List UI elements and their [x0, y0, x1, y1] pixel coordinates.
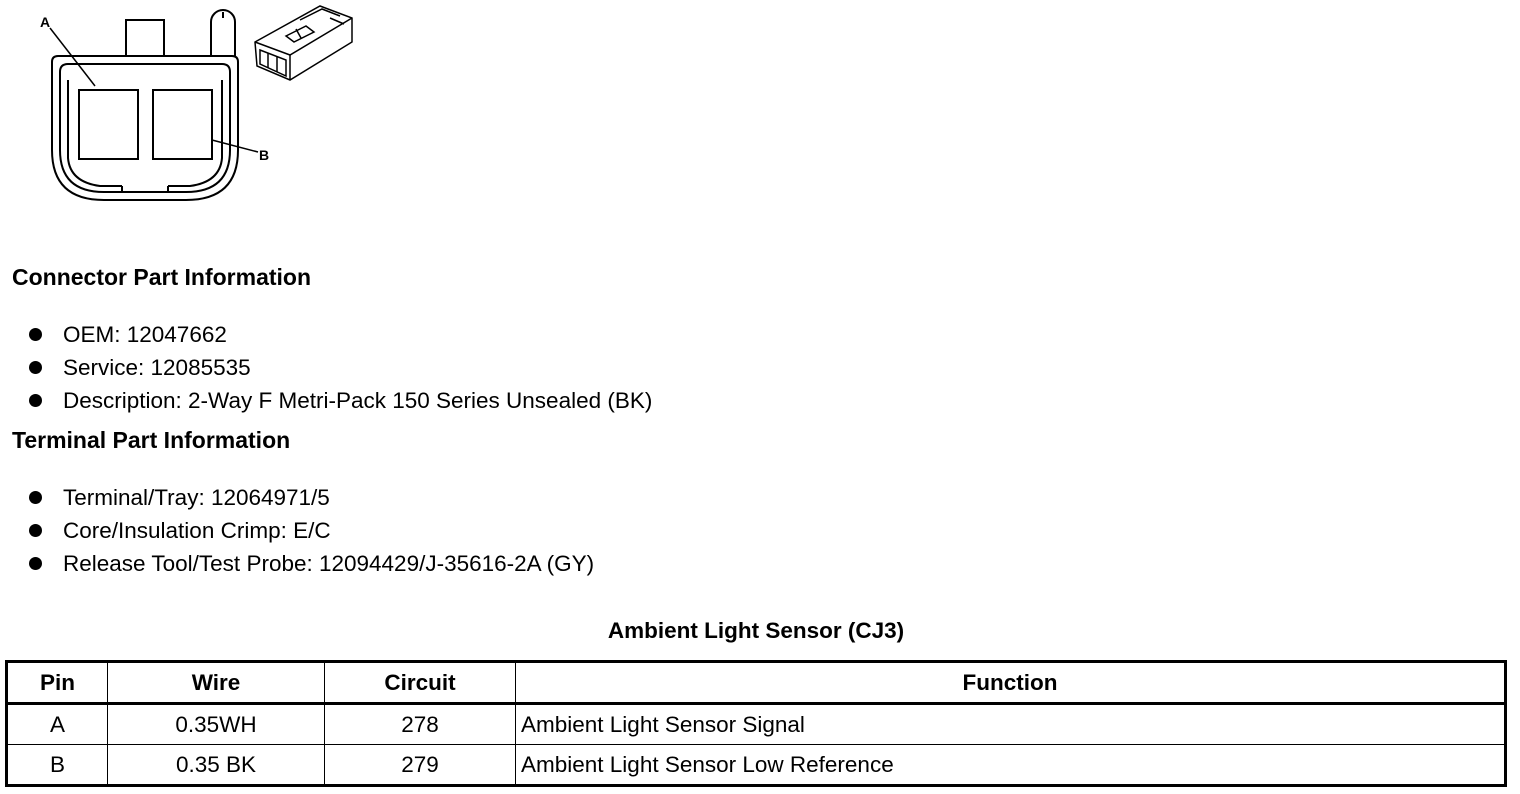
pin-cell: A: [7, 704, 108, 745]
pin-table-title: Ambient Light Sensor (CJ3): [607, 618, 905, 643]
list-item: [28, 514, 594, 547]
bullet-icon: [29, 394, 42, 407]
terminal-tray: Terminal/Tray: 12064971/5: [63, 484, 330, 510]
connector-latch: [126, 20, 164, 56]
wire-cell: 0.35WH: [108, 704, 325, 745]
bullet-icon: [29, 328, 42, 341]
function-column-header: Function: [516, 662, 1506, 704]
pin-a-label: A: [40, 14, 51, 30]
connector-part-info-heading: Connector Part Information: [12, 264, 312, 290]
connector-part-info-list: [28, 318, 652, 417]
function-cell: Ambient Light Sensor Signal: [516, 704, 1506, 745]
oem-part-number: OEM: 12047662: [63, 321, 227, 347]
circuit-column-header: Circuit: [325, 662, 516, 704]
wire-column-header: Wire: [108, 662, 325, 704]
list-item: [28, 318, 652, 351]
pin-b-label: B: [259, 147, 270, 163]
connector-description: Description: 2-Way F Metri-Pack 150 Series Unsealed (BK): [63, 387, 653, 413]
list-item: [28, 384, 652, 417]
wire-cell: 0.35 BK: [108, 745, 325, 786]
terminal-cavity-b: [153, 90, 212, 159]
service-part-number: Service: 12085535: [63, 354, 251, 380]
release-tool-test-probe: Release Tool/Test Probe: 12094429/J-35616-2A (GY): [63, 550, 595, 576]
bullet-icon: [29, 491, 42, 504]
list-item: [28, 351, 652, 384]
pin-cell: B: [7, 745, 108, 786]
table-row: [7, 745, 1506, 786]
terminal-part-info-list: [28, 481, 594, 580]
table-header-row: [7, 662, 1506, 704]
circuit-cell: 278: [325, 704, 516, 745]
list-item: [28, 481, 594, 514]
bullet-icon: [29, 361, 42, 374]
bullet-icon: [29, 524, 42, 537]
list-item: [28, 547, 594, 580]
pin-column-header: Pin: [7, 662, 108, 704]
table-row: [7, 704, 1506, 745]
connector-isometric-view: [255, 6, 352, 80]
function-cell: Ambient Light Sensor Low Reference: [516, 745, 1506, 786]
terminal-part-info-heading: Terminal Part Information: [12, 427, 291, 453]
terminal-cavity-a: [79, 90, 138, 159]
core-insulation-crimp: Core/Insulation Crimp: E/C: [63, 517, 331, 543]
bullet-icon: [29, 557, 42, 570]
connector-diagram: [0, 0, 380, 215]
pin-table: [5, 660, 1507, 787]
circuit-cell: 279: [325, 745, 516, 786]
